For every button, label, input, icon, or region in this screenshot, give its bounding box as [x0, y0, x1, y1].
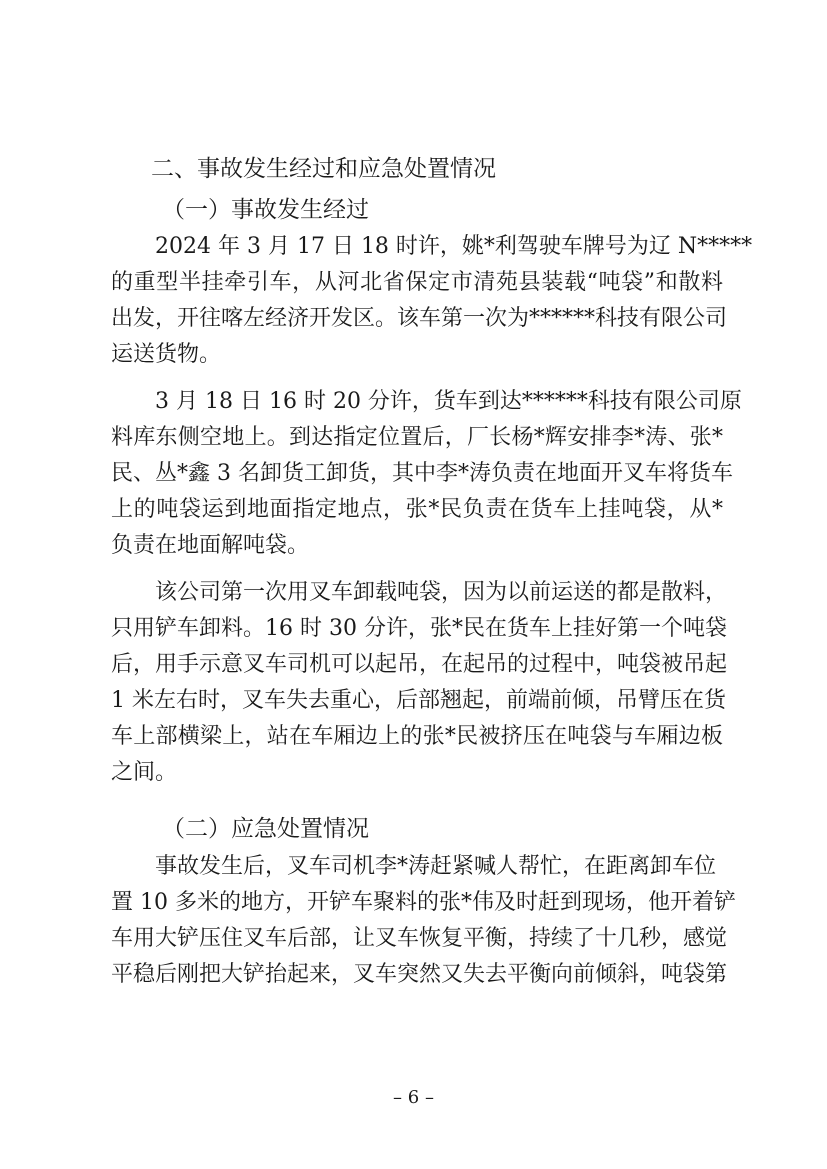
paragraph-3-line-2: 只用铲车卸料。16 时 30 分许，张*民在货车上挂好第一个吨袋	[111, 616, 727, 641]
paragraph-3-line-1: 该公司第一次用叉车卸载吨袋，因为以前运送的都是散料，	[155, 580, 728, 605]
paragraph-2-line-1: 3 月 18 日 16 时 20 分许，货车到达******科技有限公司原	[155, 389, 742, 414]
page-number: – 6 –	[393, 1087, 434, 1108]
subsection-heading-emergency-response: （二）应急处置情况	[162, 816, 369, 842]
paragraph-4-line-3: 车用大铲压住叉车后部，让叉车恢复平衡，持续了十几秒，感觉	[111, 926, 728, 951]
paragraph-1-line-3: 出发，开往喀左经济开发区。该车第一次为******科技有限公司	[111, 306, 728, 331]
paragraph-3-line-4: 1 米左右时，叉车失去重心，后部翘起，前端前倾，吊臂压在货	[111, 688, 726, 713]
paragraph-3-line-6: 之间。	[111, 760, 178, 785]
paragraph-4-line-1: 事故发生后，叉车司机李*涛赶紧喊人帮忙，在距离卸车位	[155, 854, 717, 879]
paragraph-1-line-4: 运送货物。	[111, 342, 222, 367]
paragraph-1-line-2: 的重型半挂牵引车，从河北省保定市清苑县装载“吨袋”和散料	[111, 270, 723, 295]
paragraph-3-line-5: 车上部横梁上，站在车厢边上的张*民被挤压在吨袋与车厢边板	[111, 724, 723, 749]
paragraph-4-line-2: 置 10 多米的地方，开铲车聚料的张*伟及时赶到现场，他开着铲	[111, 890, 736, 915]
paragraph-2-line-4: 上的吨袋运到地面指定地点，张*民负责在货车上挂吨袋，从*	[111, 497, 723, 522]
paragraph-1-line-1: 2024 年 3 月 17 日 18 时许，姚*利驾驶车牌号为辽 N*****	[155, 234, 753, 259]
subsection-heading-incident-process: （一）事故发生经过	[162, 197, 369, 223]
paragraph-4-line-4: 平稳后刚把大铲抬起来，叉车突然又失去平衡向前倾斜，吨袋第	[111, 962, 728, 987]
paragraph-2-line-2: 料库东侧空地上。到达指定位置后，厂长杨*辉安排李*涛、张*	[111, 425, 723, 450]
section-heading: 二、事故发生经过和应急处置情况	[151, 156, 496, 182]
paragraph-3-line-3: 后，用手示意叉车司机可以起吊，在起吊的过程中，吨袋被吊起	[111, 652, 728, 677]
paragraph-2-line-3: 民、丛*鑫 3 名卸货工卸货，其中李*涛负责在地面开叉车将货车	[111, 461, 733, 486]
paragraph-2-line-5: 负责在地面解吨袋。	[111, 533, 310, 558]
